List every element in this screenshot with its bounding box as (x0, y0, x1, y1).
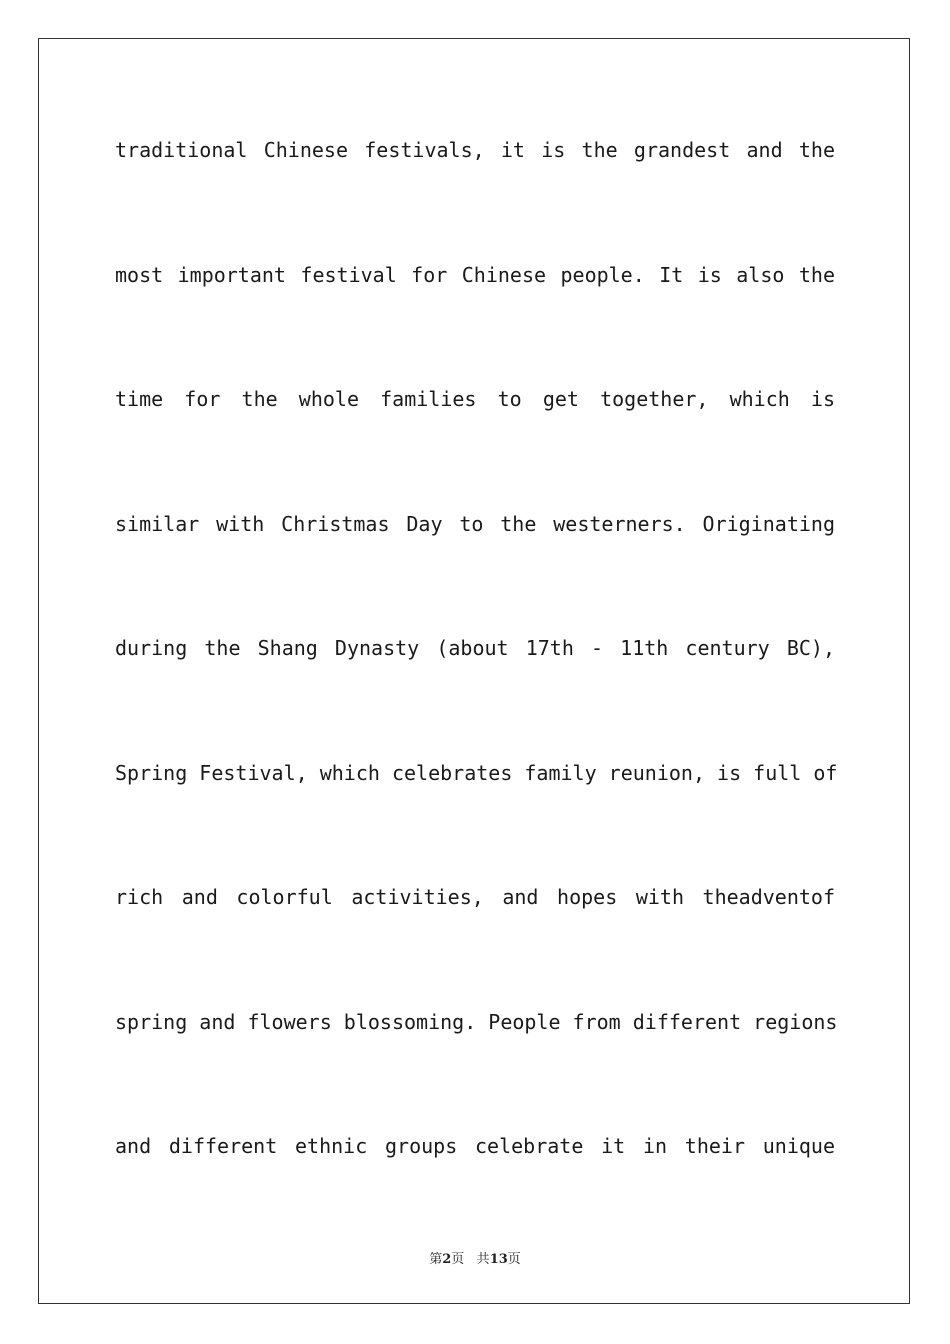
text-line: rich and colorful activities, and hopes with theadventof (115, 885, 835, 909)
page-footer (0, 1248, 950, 1267)
text-line: time for the whole families to get together, which is (115, 387, 835, 411)
current-page-number: 2 (442, 1252, 452, 1267)
footer-page-word: 页 (451, 1252, 465, 1267)
text-line: spring and flowers blossoming. People from different regions (115, 1009, 838, 1034)
footer-prefix: 第 (429, 1252, 443, 1267)
footer-total-suffix: 页 (507, 1252, 521, 1267)
text-line: similar with Christmas Day to the westerners. Originating (115, 511, 835, 536)
text-line: Spring Festival, which celebrates family reunion, is full of (115, 760, 838, 785)
footer-total-prefix: 共 (476, 1252, 490, 1267)
document-body (115, 128, 838, 1249)
text-line: most important festival for Chinese people. It is also the (115, 262, 835, 287)
text-line: during the Shang Dynasty (about 17th - 11th century BC), (115, 636, 835, 660)
text-line: traditional Chinese festivals, it is the grandest and the (115, 138, 835, 162)
text-line: and different ethnic groups celebrate it in their unique (115, 1134, 835, 1158)
total-page-count: 13 (489, 1252, 508, 1267)
